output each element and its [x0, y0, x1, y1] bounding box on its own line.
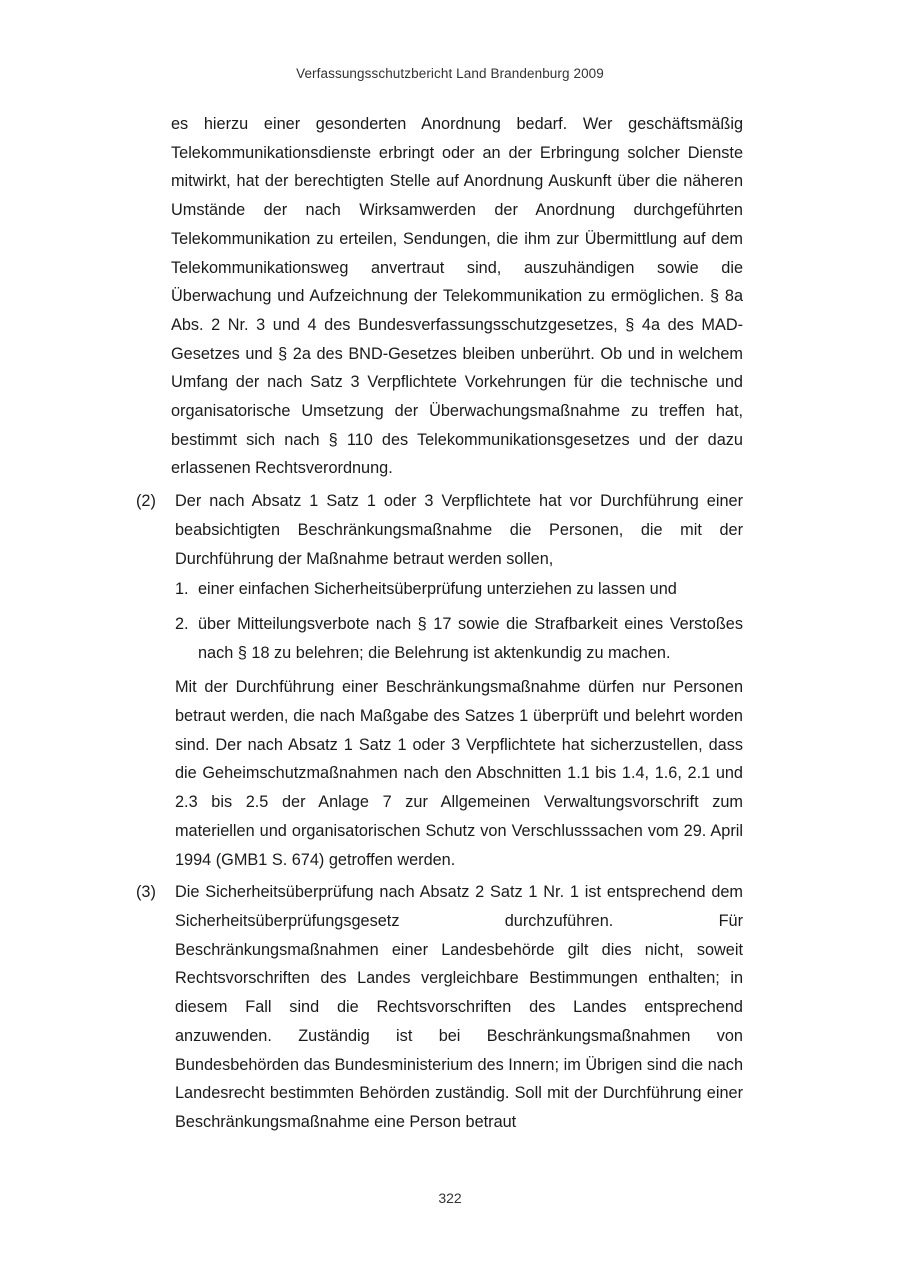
paragraph-3-body: Die Sicherheitsüberprüfung nach Absatz 2 Satz 1 Nr. 1 ist entsprechend dem Sicherheitsüberprüfungsgesetz durchzuführen. Für Beschränkungsmaßnahmen einer Landesbehörde gilt dies nicht, soweit Rechtsvorschriften des Landes vergleichbare Bestimmungen enthalten; in diesem Fall sind die Rechtsvorschriften des Landes entsprechend anzuwenden. Zuständig ist bei Beschränkungsmaßnahmen von Bundesbehörden das Bundesministerium des Innern; im Übrigen sind die nach Landesrecht bestimmten Behörden zuständig. Soll mit der Durchführung einer Beschränkungsmaßnahme eine Person betraut [175, 883, 743, 1131]
paragraph-2-text [175, 487, 743, 874]
paragraph-2-outro: Mit der Durchführung einer Beschränkungsmaßnahme dürfen nur Personen betraut werden, die nach Maßgabe des Satzes 1 überprüft und belehrt worden sind. Der nach Absatz 1 Satz 1 oder 3 Verpflichtete hat sicherzustellen, dass die Geheimschutzmaßnahmen nach den Abschnitten 1.1 bis 1.4, 1.6, 2.1 und 2.3 bis 2.5 der Anlage 7 zur Allgemeinen Verwaltungsvorschrift zum materiellen und organisatorischen Schutz von Verschlusssachen vom 29. April 1994 (GMB1 S. 674) getroffen werden. [175, 678, 743, 869]
list-item-number: 2. [175, 614, 189, 633]
list-item-number: 1. [175, 580, 189, 599]
paragraph-2 [136, 487, 743, 874]
continued-paragraph: es hierzu einer gesonderten Anordnung bedarf. Wer geschäftsmäßig Telekommunikationsdienste erbringt oder an der Erbringung solcher Dienste mitwirkt, hat der berechtigten Stelle auf Anordnung Auskunft über die näheren Umstände der nach Wirksamwerden der Anordnung durchgeführten Telekommunikation zu erteilen, Sendungen, die ihm zur Übermittlung auf dem Telekommunikationsweg anvertraut sind, auszuhändigen sowie die Überwachung und Aufzeichnung der Telekommunikation zu ermöglichen. § 8a Abs. 2 Nr. 3 und 4 des Bundesverfassungsschutzgesetzes, § 4a des MAD-Gesetzes und § 2a des BND-Gesetzes bleiben unberührt. Ob und in welchem Umfang der nach Satz 3 Verpflichtete Vorkehrungen für die technische und organisatorische Umsetzung der Überwachungsmaßnahme zu treffen hat, bestimmt sich nach § 110 des Telekommunikationsgesetzes und der dazu erlassenen Rechtsverordnung. [171, 115, 743, 478]
document-body [136, 110, 743, 1137]
list-item-text: einer einfachen Sicherheitsüberprüfung unterziehen zu lassen und [198, 580, 677, 599]
paragraph-2-intro: Der nach Absatz 1 Satz 1 oder 3 Verpflichtete hat vor Durchführung einer beabsichtigten Beschränkungsmaßnahme die Personen, die mit der Durchführung der Maßnahme betraut werden sollen, [175, 492, 743, 568]
page-number: 322 [438, 1190, 462, 1206]
list-item [175, 610, 743, 667]
paragraph-3-text [175, 878, 743, 1136]
list-item [175, 575, 743, 604]
paragraph-3-number: (3) [136, 883, 156, 902]
paragraph-3 [136, 878, 743, 1136]
running-header: Verfassungsschutzbericht Land Brandenburg 2009 [296, 66, 604, 81]
list-item-text: über Mitteilungsverbote nach § 17 sowie die Strafbarkeit eines Verstoßes nach § 18 zu belehren; die Belehrung ist aktenkundig zu machen. [198, 614, 743, 662]
paragraph-2-number: (2) [136, 492, 156, 511]
paragraph-2-list [175, 575, 743, 667]
